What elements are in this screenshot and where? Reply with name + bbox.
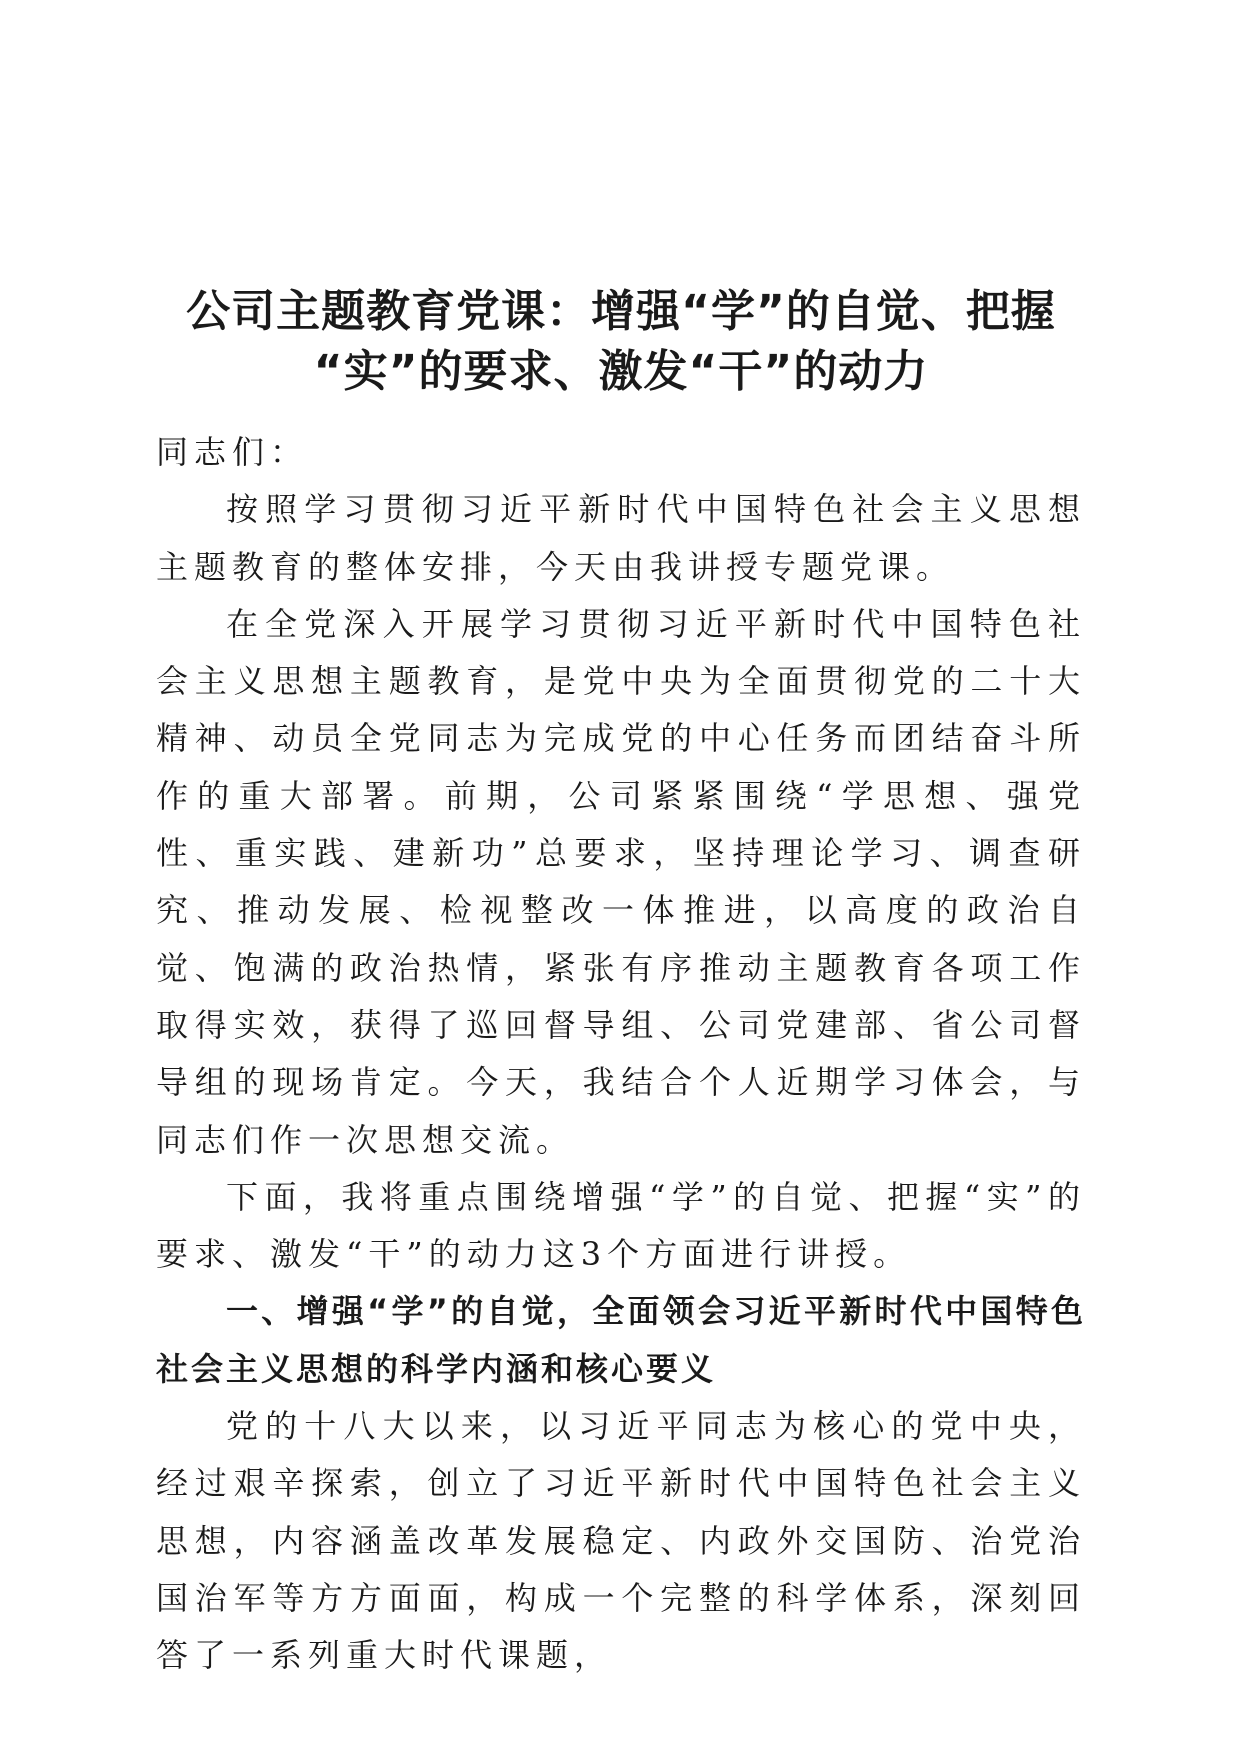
title-line-2: “实”的要求、激发“干”的动力 — [313, 346, 929, 397]
paragraph-outline: 下面，我将重点围绕增强“学”的自觉、把握“实”的要求、激发“干”的动力这3个方面进行讲授。 — [156, 1177, 1086, 1274]
section-1-heading: 一、增强“学”的自觉，全面领会习近平新时代中国特色社会主义思想的科学内涵和核心要义 — [156, 1292, 1086, 1388]
document-body — [156, 424, 1086, 1685]
salutation: 同志们： — [156, 433, 309, 471]
title-line-1: 公司主题教育党课：增强“学”的自觉、把握 — [186, 286, 1056, 337]
document-page — [156, 0, 1086, 1754]
document-title — [156, 282, 1086, 402]
paragraph-intro: 按照学习贯彻习近平新时代中国特色社会主义思想主题教育的整体安排，今天由我讲授专题党课。 — [156, 490, 1086, 586]
paragraph-background: 在全党深入开展学习贯彻习近平新时代中国特色社会主义思想主题教育，是党中央为全面贯彻党的二十大精神、动员全党同志为完成党的中心任务而团结奋斗所作的重大部署。前期，公司紧紧围绕“学思想、强党性、重实践、建新功”总要求，坚持理论学习、调查研究、推动发展、检视整改一体推进，以高度的政治自觉、饱满的政治热情，紧张有序推动主题教育各项工作取得实效，获得了巡回督导组、公司党建部、省公司督导组的现场肯定。今天，我结合个人近期学习体会，与同志们作一次思想交流。 — [156, 604, 1086, 1159]
section-1-paragraph: 党的十八大以来，以习近平同志为核心的党中央，经过艰辛探索，创立了习近平新时代中国特色社会主义思想，内容涵盖改革发展稳定、内政外交国防、治党治国治军等方方面面，构成一个完整的科学体系，深刻回答了一系列重大时代课题， — [156, 1407, 1086, 1675]
